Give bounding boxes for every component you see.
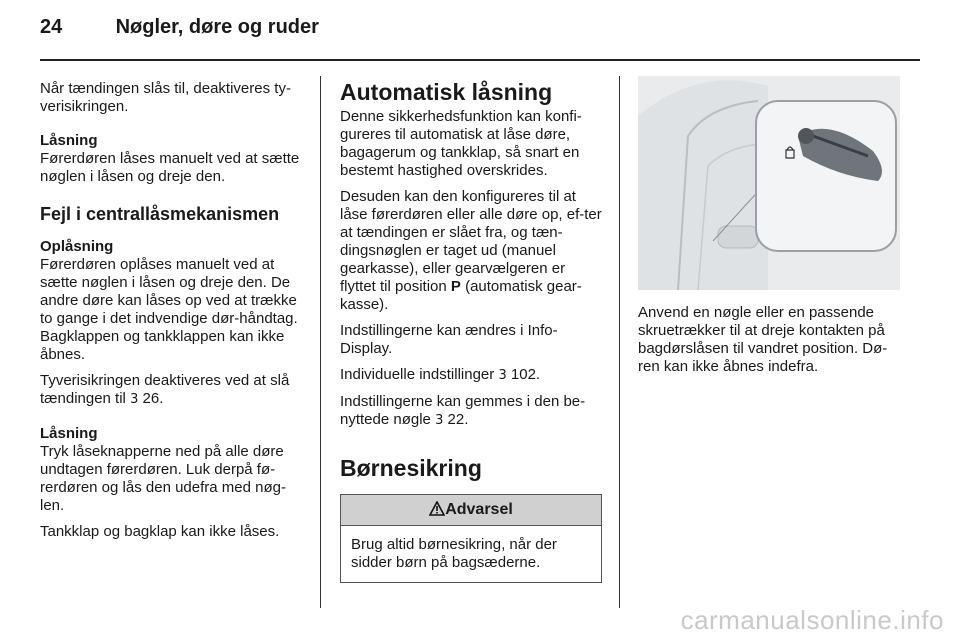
auto-p4-ref: 102.: [510, 366, 541, 383]
warning-triangle-icon: [429, 501, 445, 516]
unlock-paragraph: Førerdøren oplåses manuelt ved at sætte nøglen i låsen og dreje den. De andre døre kan låses op ved at trække to gange i det indvendige dør-håndtag. Bagklappen og tankklappen kan ikke åbnes.: [40, 256, 298, 363]
auto-paragraph-3: Indstillingerne kan ændres i Info-Display.: [340, 322, 558, 357]
auto-p4-text: Individuelle indstillinger: [340, 366, 495, 383]
page-header: [40, 16, 319, 39]
fault-heading: Fejl i centrallåsmekanismen: [40, 204, 280, 224]
column-2: [340, 80, 602, 583]
locking-paragraph-2: Tryk låseknapperne ned på alle døre undtagen førerdøren. Luk derpå fø-rerdøren og lås den udefra med nøg-len.: [40, 443, 286, 514]
auto-paragraph-5: [340, 393, 602, 430]
auto-p5-ref: 22.: [447, 411, 469, 428]
auto-lock-heading: Automatisk låsning: [340, 79, 553, 105]
page-ref-icon: 3: [498, 368, 507, 383]
warning-box: [340, 494, 602, 583]
auto-p2-text: Desuden kan den konfigureres til at låse førerdøren eller alle døre op, ef-ter at tændingen er slået fra, og tæn-dingsnøglen er taget ud (manuel gearkasse), eller gearvælgeren er flyttet til position: [340, 188, 602, 295]
child-lock-heading: Børnesikring: [340, 455, 482, 481]
illustration-caption: Anvend en nøgle eller en passende skruetrækker til at dreje kontakten på bagdørslåsen til vandret position. Dø-ren kan ikke åbnes indefra.: [638, 304, 888, 375]
unlock-subheading: Oplåsning: [40, 238, 114, 255]
locking-subheading-2: Låsning: [40, 425, 98, 442]
auto-paragraph-1: Denne sikkerhedsfunktion kan konfi-gureres til automatisk at låse døre, bagagerum og tankklap, så snart en bestemt hastighed overskrides.: [340, 108, 582, 179]
intro-paragraph: Når tændingen slås til, deaktiveres ty-verisikringen.: [40, 80, 291, 115]
watermark: carmanualsonline.info: [680, 605, 944, 635]
locking-subheading: Låsning: [40, 132, 98, 149]
auto-p2-end: (automatisk gear-kasse).: [340, 278, 582, 313]
page-title: Nøgler, døre og ruder: [115, 16, 319, 38]
auto-paragraph-4: [340, 366, 602, 385]
page-ref-icon: 3: [130, 392, 139, 407]
auto-paragraph-2: [340, 188, 602, 314]
locking-paragraph: Førerdøren låses manuelt ved at sætte nøglen i låsen og dreje den.: [40, 150, 300, 185]
warning-text: Brug altid børnesikring, når der sidder børn på bagsæderne.: [351, 536, 557, 571]
warning-title: Advarsel: [445, 501, 513, 518]
auto-p5-text: Indstillingerne kan gemmes i den be-nyttede nøgle: [340, 393, 586, 428]
warning-header: [341, 495, 601, 526]
column-divider-1: [320, 76, 321, 608]
fuel-paragraph: Tankklap og bagklap kan ikke låses.: [40, 523, 280, 540]
header-rule: [40, 59, 920, 61]
column-1: [40, 80, 308, 549]
theft-text: Tyverisikringen deaktiveres ved at slå tændingen til: [40, 372, 290, 407]
column-3: [638, 76, 900, 384]
page-ref-icon: 3: [435, 413, 444, 428]
column-divider-2: [619, 76, 620, 608]
theft-ref: 26.: [142, 390, 164, 407]
page-number: 24: [40, 16, 63, 38]
theft-paragraph: [40, 372, 308, 409]
gear-position-p: P: [450, 278, 461, 295]
child-lock-illustration: [638, 76, 900, 290]
